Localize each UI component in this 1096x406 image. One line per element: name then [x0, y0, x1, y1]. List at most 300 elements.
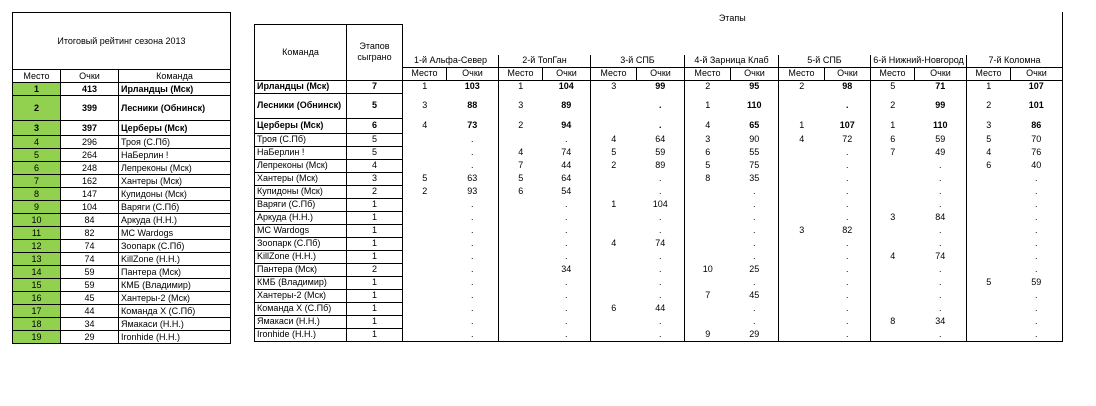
final-rating-title: Итоговый рейтинг сезона 2013: [13, 13, 231, 70]
cell-stage-points: .: [637, 263, 685, 276]
cell-played: 1: [347, 302, 403, 315]
cell-stage-points: 93: [447, 185, 499, 198]
cell-stage-points: 63: [447, 172, 499, 185]
cell-team: Ямакаси (Н.Н.): [119, 318, 231, 331]
cell-stage-points: .: [1011, 289, 1063, 302]
table-row: [255, 315, 1063, 328]
table-row: [255, 302, 1063, 315]
cell-stage-place: 5: [871, 80, 915, 93]
cell-stage-place: [591, 93, 637, 118]
cell-team: Троя (С.Пб): [119, 136, 231, 149]
cell-stage-place: 3: [871, 211, 915, 224]
cell-stage-points: .: [447, 224, 499, 237]
cell-team: КМБ (Владимир): [119, 279, 231, 292]
cell-team: Ямакаси (Н.Н.): [255, 315, 347, 328]
cell-stage-points: 90: [731, 133, 779, 146]
cell-team: Хантеры-2 (Мск): [255, 289, 347, 302]
cell-stage-place: 1: [499, 80, 543, 93]
table-row: [255, 118, 1063, 133]
cell-team: Пантера (Мск): [119, 266, 231, 279]
cell-stage-place: 4: [591, 133, 637, 146]
cell-stage-points: .: [447, 315, 499, 328]
cell-stage-points: 89: [637, 159, 685, 172]
cell-stage-place: 10: [685, 263, 731, 276]
cell-team: Лепреконы (Мск): [119, 162, 231, 175]
cell-team: Церберы (Мск): [255, 118, 347, 133]
cell-stage-place: [779, 276, 825, 289]
cell-stage-place: [499, 211, 543, 224]
cell-stage-place: [403, 276, 447, 289]
cell-stage-place: 3: [591, 80, 637, 93]
cell-stage-place: [499, 263, 543, 276]
cell-stage-points: .: [1011, 302, 1063, 315]
cell-stage-points: 70: [1011, 133, 1063, 146]
cell-stage-points: 72: [825, 133, 871, 146]
cell-stage-points: .: [915, 328, 967, 341]
cell-stage-place: [779, 250, 825, 263]
table-row: [13, 175, 231, 188]
cell-stage-place: [779, 263, 825, 276]
cell-stage-place: [871, 276, 915, 289]
cell-place: 17: [13, 305, 61, 318]
cell-stage-place: [685, 185, 731, 198]
table-row: [255, 146, 1063, 159]
cell-team: Лепреконы (Мск): [255, 159, 347, 172]
cell-points: 45: [61, 292, 119, 305]
cell-team: Зоопарк (С.Пб): [119, 240, 231, 253]
table-row: [13, 318, 231, 331]
cell-stage-points: .: [825, 276, 871, 289]
cell-stage-place: [779, 146, 825, 159]
cell-stage-place: 1: [403, 80, 447, 93]
cell-stage-points: .: [637, 93, 685, 118]
cell-stage-place: [499, 133, 543, 146]
cell-points: 82: [61, 227, 119, 240]
cell-stage-place: 8: [871, 315, 915, 328]
table-row: [255, 159, 1063, 172]
cell-place: 15: [13, 279, 61, 292]
cell-stage-place: 1: [871, 118, 915, 133]
cell-stage-place: [403, 159, 447, 172]
cell-played: 1: [347, 237, 403, 250]
cell-stage-place: 1: [779, 118, 825, 133]
cell-team: Аркуда (Н.Н.): [255, 211, 347, 224]
cell-stage-points: .: [447, 276, 499, 289]
cell-stage-place: [779, 211, 825, 224]
cell-stage-points: 54: [543, 185, 591, 198]
cell-stage-place: [591, 250, 637, 263]
cell-stage-place: 1: [685, 93, 731, 118]
sub-header-place: Место: [591, 67, 637, 80]
cell-stage-place: [403, 224, 447, 237]
cell-stage-place: [591, 224, 637, 237]
cell-stage-points: .: [915, 198, 967, 211]
table-row: [13, 331, 231, 344]
cell-stage-points: .: [637, 328, 685, 341]
cell-played: 7: [347, 80, 403, 93]
cell-stage-place: 6: [871, 133, 915, 146]
table-row: [13, 227, 231, 240]
cell-stage-points: 110: [731, 93, 779, 118]
cell-stage-points: 89: [543, 93, 591, 118]
table-row: [13, 96, 231, 121]
cell-stage-place: [499, 328, 543, 341]
cell-team: Ирландцы (Мск): [119, 83, 231, 96]
cell-stage-points: .: [915, 224, 967, 237]
cell-team: MC Wardogs: [119, 227, 231, 240]
cell-stage-points: 84: [915, 211, 967, 224]
cell-team: MC Wardogs: [255, 224, 347, 237]
cell-stage-points: 101: [1011, 93, 1063, 118]
cell-stage-place: [685, 211, 731, 224]
cell-played: 1: [347, 276, 403, 289]
cell-stage-points: .: [731, 250, 779, 263]
table-row: [255, 198, 1063, 211]
cell-stage-place: 3: [499, 93, 543, 118]
header-points: Очки: [61, 70, 119, 83]
cell-stage-points: .: [637, 118, 685, 133]
cell-team: КМБ (Владимир): [255, 276, 347, 289]
cell-team: Церберы (Мск): [119, 121, 231, 136]
cell-team: НаБерлин !: [255, 146, 347, 159]
cell-played: 1: [347, 211, 403, 224]
header-team-right: Команда: [255, 25, 347, 81]
cell-stage-place: 2: [685, 80, 731, 93]
cell-stage-points: .: [447, 146, 499, 159]
table-row: [255, 80, 1063, 93]
cell-stage-points: .: [915, 302, 967, 315]
table-row: [13, 121, 231, 136]
cell-points: 397: [61, 121, 119, 136]
table-row: [13, 266, 231, 279]
cell-stage-points: .: [543, 237, 591, 250]
cell-played: 1: [347, 328, 403, 341]
cell-stage-place: [871, 159, 915, 172]
cell-stage-place: 6: [685, 146, 731, 159]
cell-stage-place: [499, 198, 543, 211]
header-team: Команда: [119, 70, 231, 83]
cell-stage-points: 103: [447, 80, 499, 93]
cell-stage-place: [685, 237, 731, 250]
cell-stage-place: [591, 118, 637, 133]
stage-header: 3-й СПБ: [591, 55, 685, 68]
cell-stage-place: 7: [871, 146, 915, 159]
cell-stage-place: [591, 328, 637, 341]
cell-stage-points: .: [1011, 224, 1063, 237]
cell-stage-place: [967, 328, 1011, 341]
cell-stage-place: [591, 315, 637, 328]
stage-header: 7-й Коломна: [967, 55, 1063, 68]
cell-stage-points: 49: [915, 146, 967, 159]
table-row: [255, 211, 1063, 224]
cell-played: 1: [347, 250, 403, 263]
cell-stage-points: 107: [825, 118, 871, 133]
cell-stage-place: [685, 250, 731, 263]
table-row: [255, 93, 1063, 118]
cell-stage-points: .: [825, 146, 871, 159]
cell-points: 84: [61, 214, 119, 227]
cell-played: 6: [347, 118, 403, 133]
cell-team: Команда X (С.Пб): [255, 302, 347, 315]
cell-stage-points: 64: [637, 133, 685, 146]
cell-team: Ironhide (Н.Н.): [119, 331, 231, 344]
cell-stage-points: .: [637, 289, 685, 302]
cell-played: 1: [347, 315, 403, 328]
cell-team: Хантеры (Мск): [119, 175, 231, 188]
cell-stage-place: 7: [499, 159, 543, 172]
cell-stage-place: [779, 315, 825, 328]
cell-place: 6: [13, 162, 61, 175]
sub-header-place: Место: [779, 67, 825, 80]
cell-stage-points: .: [825, 185, 871, 198]
cell-stage-points: 94: [543, 118, 591, 133]
table-row: [255, 237, 1063, 250]
table-row: [255, 289, 1063, 302]
cell-stage-points: .: [447, 198, 499, 211]
cell-stage-points: 75: [731, 159, 779, 172]
cell-stage-points: 73: [447, 118, 499, 133]
cell-stage-place: 9: [685, 328, 731, 341]
cell-played: 1: [347, 289, 403, 302]
cell-played: 1: [347, 224, 403, 237]
cell-stage-points: 34: [543, 263, 591, 276]
cell-stage-place: [591, 289, 637, 302]
cell-stage-place: 1: [591, 198, 637, 211]
cell-stage-points: .: [447, 302, 499, 315]
cell-stage-place: [779, 237, 825, 250]
cell-stage-place: 7: [685, 289, 731, 302]
cell-stage-place: 5: [403, 172, 447, 185]
cell-place: 3: [13, 121, 61, 136]
cell-stage-points: .: [637, 211, 685, 224]
cell-stage-points: 40: [1011, 159, 1063, 172]
sub-header-place: Место: [871, 67, 915, 80]
table-row: [13, 214, 231, 227]
cell-stage-points: .: [543, 133, 591, 146]
cell-stage-points: .: [1011, 328, 1063, 341]
cell-place: 19: [13, 331, 61, 344]
cell-stage-points: .: [447, 237, 499, 250]
cell-played: 1: [347, 198, 403, 211]
cell-stage-points: .: [825, 172, 871, 185]
cell-stage-place: [403, 289, 447, 302]
cell-place: 1: [13, 83, 61, 96]
cell-stage-place: 4: [779, 133, 825, 146]
cell-played: 3: [347, 172, 403, 185]
cell-stage-points: .: [915, 289, 967, 302]
cell-stage-place: [871, 263, 915, 276]
cell-stage-place: [871, 328, 915, 341]
cell-stage-points: .: [543, 289, 591, 302]
cell-stage-place: 2: [591, 159, 637, 172]
cell-stage-points: .: [825, 289, 871, 302]
cell-stage-points: .: [543, 276, 591, 289]
cell-stage-place: [871, 237, 915, 250]
cell-stage-points: 110: [915, 118, 967, 133]
cell-stage-place: 5: [499, 172, 543, 185]
cell-team: Команда X (С.Пб): [119, 305, 231, 318]
cell-stage-points: 45: [731, 289, 779, 302]
cell-stage-place: [403, 133, 447, 146]
cell-stage-place: [871, 198, 915, 211]
cell-stage-points: 59: [637, 146, 685, 159]
cell-stage-place: [779, 302, 825, 315]
cell-stage-points: .: [825, 263, 871, 276]
cell-team: Варяги (С.Пб): [119, 201, 231, 214]
table-row: [255, 172, 1063, 185]
cell-stage-place: 6: [591, 302, 637, 315]
sub-header-place: Место: [685, 67, 731, 80]
cell-stage-points: 74: [915, 250, 967, 263]
cell-stage-place: [871, 224, 915, 237]
cell-stage-points: .: [1011, 237, 1063, 250]
sub-header-points: Очки: [543, 67, 591, 80]
sub-header-points: Очки: [915, 67, 967, 80]
cell-stage-place: [967, 237, 1011, 250]
cell-place: 2: [13, 96, 61, 121]
cell-points: 34: [61, 318, 119, 331]
cell-stage-place: 4: [871, 250, 915, 263]
header-played-line1: Этапов: [359, 41, 390, 52]
cell-stage-points: .: [447, 133, 499, 146]
cell-played: 2: [347, 185, 403, 198]
cell-team: Пантера (Мск): [255, 263, 347, 276]
sub-header-points: Очки: [1011, 67, 1063, 80]
cell-stage-points: .: [543, 302, 591, 315]
table-row: [255, 224, 1063, 237]
cell-stage-points: .: [915, 159, 967, 172]
table-row: [255, 276, 1063, 289]
table-row: [13, 305, 231, 318]
cell-stage-points: .: [731, 237, 779, 250]
cell-played: 4: [347, 159, 403, 172]
cell-points: 59: [61, 279, 119, 292]
cell-stage-place: 1: [967, 80, 1011, 93]
cell-place: 13: [13, 253, 61, 266]
cell-stage-place: [403, 198, 447, 211]
cell-team: НаБерлин !: [119, 149, 231, 162]
cell-stage-place: [403, 146, 447, 159]
cell-stage-place: 2: [499, 118, 543, 133]
header-played: [347, 25, 403, 81]
cell-stage-place: 5: [967, 276, 1011, 289]
cell-stage-place: [779, 328, 825, 341]
table-row: [255, 328, 1063, 341]
stage-header: 2-й ТопГан: [499, 55, 591, 68]
cell-stage-points: 107: [1011, 80, 1063, 93]
cell-stage-points: .: [1011, 315, 1063, 328]
cell-stage-place: [967, 302, 1011, 315]
cell-team: Лесники (Обнинск): [119, 96, 231, 121]
cell-stage-place: [591, 263, 637, 276]
cell-stage-place: [403, 250, 447, 263]
stage-header: 1-й Альфа-Север: [403, 55, 499, 68]
cell-stage-points: .: [543, 315, 591, 328]
sub-header-place: Место: [403, 67, 447, 80]
table-row: [13, 240, 231, 253]
cell-stage-place: [591, 185, 637, 198]
cell-stage-points: .: [543, 250, 591, 263]
cell-team: Лесники (Обнинск): [255, 93, 347, 118]
table-row: [13, 279, 231, 292]
cell-stage-points: .: [731, 198, 779, 211]
sub-header-points: Очки: [637, 67, 685, 80]
cell-team: Троя (С.Пб): [255, 133, 347, 146]
cell-points: 74: [61, 253, 119, 266]
cell-place: 18: [13, 318, 61, 331]
cell-stage-points: .: [825, 315, 871, 328]
cell-stage-place: [967, 211, 1011, 224]
table-row: [13, 83, 231, 96]
cell-team: Хантеры-2 (Мск): [119, 292, 231, 305]
table-row: [13, 162, 231, 175]
cell-stage-place: 2: [779, 80, 825, 93]
cell-stage-place: [685, 198, 731, 211]
cell-stage-points: 99: [637, 80, 685, 93]
table-row: [255, 250, 1063, 263]
cell-stage-place: 6: [967, 159, 1011, 172]
cell-place: 9: [13, 201, 61, 214]
table-row: [255, 185, 1063, 198]
cell-stage-points: .: [825, 159, 871, 172]
cell-stage-place: [871, 289, 915, 302]
cell-stage-points: .: [825, 198, 871, 211]
cell-stage-points: .: [637, 250, 685, 263]
cell-stage-points: 104: [637, 198, 685, 211]
final-rating-table: [12, 12, 231, 344]
cell-stage-place: 3: [967, 118, 1011, 133]
cell-stage-place: [779, 159, 825, 172]
cell-stage-place: 5: [591, 146, 637, 159]
stage-header: 6-й Нижний-Новгород: [871, 55, 967, 68]
cell-stage-points: .: [731, 276, 779, 289]
cell-stage-points: 34: [915, 315, 967, 328]
cell-stage-points: 104: [543, 80, 591, 93]
cell-stage-points: 71: [915, 80, 967, 93]
table-row: [255, 263, 1063, 276]
cell-team: Купидоны (Мск): [119, 188, 231, 201]
cell-stage-points: .: [915, 185, 967, 198]
cell-stage-place: [591, 211, 637, 224]
cell-stage-place: [403, 263, 447, 276]
stages-title: Этапы: [403, 12, 1063, 25]
cell-stage-points: .: [637, 315, 685, 328]
cell-stage-points: .: [637, 276, 685, 289]
cell-points: 296: [61, 136, 119, 149]
cell-stage-points: .: [543, 198, 591, 211]
cell-stage-place: 4: [403, 118, 447, 133]
cell-stage-place: 3: [685, 133, 731, 146]
stages-table: [254, 12, 1063, 342]
cell-stage-place: 4: [591, 237, 637, 250]
cell-stage-points: .: [825, 211, 871, 224]
table-row: [13, 136, 231, 149]
cell-points: 74: [61, 240, 119, 253]
cell-stage-points: 65: [731, 118, 779, 133]
cell-stage-place: [403, 315, 447, 328]
cell-place: 12: [13, 240, 61, 253]
sub-header-points: Очки: [825, 67, 871, 80]
cell-points: 44: [61, 305, 119, 318]
cell-stage-place: [591, 276, 637, 289]
cell-stage-points: .: [825, 302, 871, 315]
cell-place: 16: [13, 292, 61, 305]
cell-stage-points: 55: [731, 146, 779, 159]
cell-stage-place: [499, 250, 543, 263]
cell-stage-points: .: [915, 172, 967, 185]
header-place: Место: [13, 70, 61, 83]
header-played-line2: сыграно: [357, 52, 392, 63]
